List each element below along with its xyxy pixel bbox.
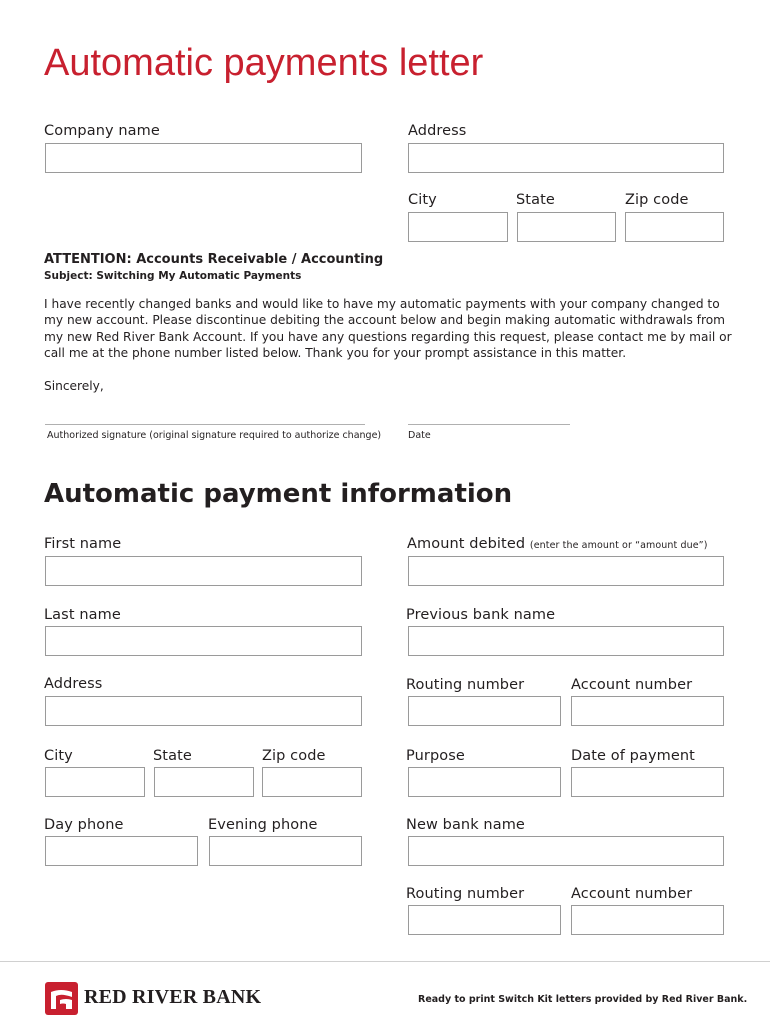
- new-routing-number-label: Routing number: [406, 886, 525, 902]
- day-phone-field[interactable]: [45, 836, 198, 866]
- state-label: State: [153, 748, 192, 764]
- previous-bank-label: Previous bank name: [406, 607, 556, 623]
- signature-line[interactable]: [45, 424, 365, 425]
- new-account-number-label: Account number: [571, 886, 693, 902]
- company-city-label: City: [408, 192, 437, 208]
- company-zip-field[interactable]: [625, 212, 724, 242]
- red-river-logo-icon: [45, 982, 78, 1015]
- new-bank-label: New bank name: [406, 817, 525, 833]
- first-name-field[interactable]: [45, 556, 362, 586]
- page-title: Automatic payments letter: [44, 42, 484, 84]
- company-state-label: State: [516, 192, 555, 208]
- company-state-field[interactable]: [517, 212, 616, 242]
- evening-phone-label: Evening phone: [208, 817, 318, 833]
- address-label: Address: [44, 676, 103, 692]
- purpose-field[interactable]: [408, 767, 561, 797]
- account-number-label: Account number: [571, 677, 693, 693]
- amount-debited-label: [407, 536, 708, 552]
- bank-name: RED RIVER BANK: [84, 986, 262, 1008]
- date-label: Date: [408, 430, 431, 441]
- footer-note: Ready to print Switch Kit letters provided by Red River Bank.: [418, 994, 748, 1005]
- address-field[interactable]: [45, 696, 362, 726]
- new-routing-number-field[interactable]: [408, 905, 561, 935]
- purpose-label: Purpose: [406, 748, 465, 764]
- city-label: City: [44, 748, 73, 764]
- new-account-number-field[interactable]: [571, 905, 724, 935]
- footer-divider: [0, 961, 770, 962]
- company-zip-label: Zip code: [625, 192, 689, 208]
- last-name-field[interactable]: [45, 626, 362, 656]
- date-of-payment-field[interactable]: [571, 767, 724, 797]
- attention-line: ATTENTION: Accounts Receivable / Accounting: [44, 252, 384, 267]
- state-field[interactable]: [154, 767, 254, 797]
- zip-field[interactable]: [262, 767, 362, 797]
- company-address-label: Address: [408, 123, 467, 139]
- date-line[interactable]: [408, 424, 570, 425]
- routing-number-field[interactable]: [408, 696, 561, 726]
- evening-phone-field[interactable]: [209, 836, 362, 866]
- amount-debited-note: (enter the amount or “amount due”): [529, 540, 708, 551]
- date-of-payment-label: Date of payment: [571, 748, 695, 764]
- signature-label: Authorized signature (original signature required to authorize change): [47, 430, 382, 441]
- company-name-field[interactable]: [45, 143, 362, 173]
- day-phone-label: Day phone: [44, 817, 124, 833]
- account-number-field[interactable]: [571, 696, 724, 726]
- new-bank-field[interactable]: [408, 836, 724, 866]
- company-name-label: Company name: [44, 123, 160, 139]
- last-name-label: Last name: [44, 607, 121, 623]
- previous-bank-field[interactable]: [408, 626, 724, 656]
- closing-text: Sincerely,: [44, 379, 104, 393]
- first-name-label: First name: [44, 536, 122, 552]
- company-city-field[interactable]: [408, 212, 508, 242]
- routing-number-label: Routing number: [406, 677, 525, 693]
- city-field[interactable]: [45, 767, 145, 797]
- zip-label: Zip code: [262, 748, 326, 764]
- amount-debited-label-text: Amount debited: [407, 536, 526, 552]
- section-heading: Automatic payment information: [44, 479, 513, 509]
- company-address-field[interactable]: [408, 143, 724, 173]
- letter-body: I have recently changed banks and would like to have my automatic payments with your company changed to my new account. Please discontinue debiting the account below and begin making automatic withdrawals from my new Red River Bank Account. If you have any questions regarding this request, please contact me by mail or call me at the phone number listed below. Thank you for your prompt assistance in this matter.: [44, 297, 732, 360]
- subject-line: Subject: Switching My Automatic Payments: [44, 270, 302, 282]
- amount-debited-field[interactable]: [408, 556, 724, 586]
